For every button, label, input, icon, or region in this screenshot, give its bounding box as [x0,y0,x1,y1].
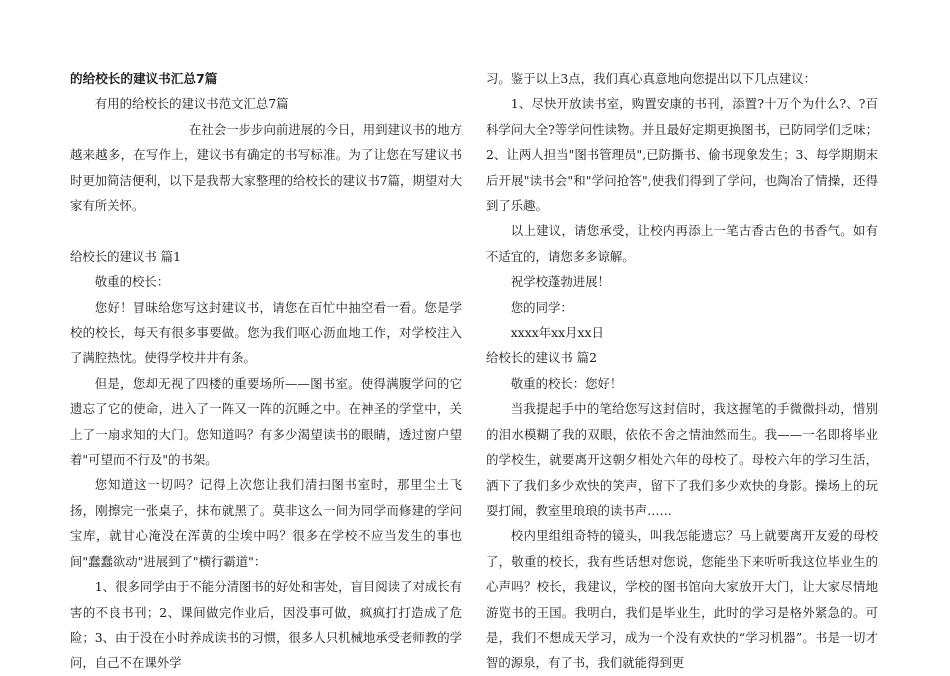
section-gap [70,218,462,243]
letter2-salutation: 敬重的校长：您好！ [510,375,623,391]
letter2-heading: 给校长的建议书 篇2 [486,350,597,366]
letter1-date: xxxx年xx月xx日 [510,325,604,341]
right-column [486,66,878,676]
letter2-paragraph-1: 当我提起手中的笔给您写这封信时，我这握笔的手微微抖动，惜别的泪水模糊了我的双眼，依依不舍之情油然而生。我——一名即将毕业的学校生，就要离开这朝夕相处六年的母校了。母校六年的学习生活，洒下了我们多少欢快的笑声，留下了我们多少欢快的身影。操场上的玩耍打闹，教室里琅琅的读书声…… [486,401,878,518]
document-title: 的给校长的建议书汇总7篇 [70,71,218,86]
letter1-closing: 以上建议，请您承受，让校内再添上一笔古香古色的书香气。如有不适宜的，请您多多谅解。 [486,223,878,264]
letter1-wish: 祝学校蓬勃进展！ [510,274,610,290]
intro-paragraph: 在社会一步步向前进展的今日，用到建议书的地方越来越多，在写作上，建议书有确定的书写标准。为了让您在写建议书时更加简洁便利，以下是我帮大家整理的给校长的建议书7篇，期望对大家有所关怀。 [70,121,462,214]
letter1-paragraph-4-continued: 习。鉴于以上3点，我们真心真意地向您提出以下几点建议： [486,71,817,86]
letter1-salutation: 敬重的校长： [94,274,170,290]
letter1-paragraph-4: 1、很多同学由于不能分清图书的好处和害处，盲目阅读了对成长有害的不良书刊；2、课间做完作业后，因没事可做，疯疯打打造成了危险；3、由于没在小时养成读书的习惯，很多人只机械地承受老师教的学问，自己不在课外学 [70,579,463,671]
letter2-paragraph-2: 校内里组组奇特的镜头，叫我怎能遗忘？马上就要离开友爱的母校了，敬重的校长，我有些话想对您说，您能坐下来听听我这位毕业生的心声吗？校长，我建议，学校的图书馆向大家放开大门，让大家尽情地游览书的王国。我明白，我们是毕业生，此时的学习是格外紧急的。可是，我们不想成天学习，成为一个没有欢快的“学习机器”。书是一切才智的源泉，有了书，我们就能得到更 [486,528,878,671]
letter1-signature: 您的同学： [510,299,573,315]
letter1-paragraph-3: 您知道这一切吗？记得上次您让我们清扫图书室时，那里尘土飞扬，刚擦完一张桌子，抹布就黑了。莫非这么一间为同学而修建的学问宝库，就甘心淹没在浑黄的尘埃中吗？很多在学校不应当发生的事也间"蠢蠢欲动"进展到了"横行霸道"： [70,477,462,569]
letter1-paragraph-1: 您好！冒昧给您写这封建议书，请您在百忙中抽空看一看。您是学校的校长，每天有很多事要做。您为我们呕心沥血地工作，对学校注入了满腔热忱。使得学校井井有条。 [70,299,462,366]
letter1-suggestions: 1、尽快开放读书室，购置安康的书刊，添置?十万个为什么?、?百科学问大全?等学问性读物。并且最好定期更换图书，已防同学们乏味；2、让两人担当"图书管理员",已防撕书、偷书现象发生；3、每学期期末后开展"读书会"和"学问抢答",使我们得到了学问，也陶冶了情操，还得到了乐趣。 [486,96,878,214]
letter1-paragraph-2: 但是，您却无视了四楼的重要场所——图书室。使得满腹学问的它遗忘了它的使命，进入了一阵又一阵的沉睡之中。在神圣的学堂中，关上了一扇求知的大门。您知道吗？有多少渴望读书的眼睛，透过窗户望着"可望而不行及"的书架。 [70,375,462,468]
left-column [70,66,462,676]
document-subtitle: 有用的给校长的建议书范文汇总7篇 [94,96,289,112]
letter1-heading: 给校长的建议书 篇1 [70,248,181,264]
